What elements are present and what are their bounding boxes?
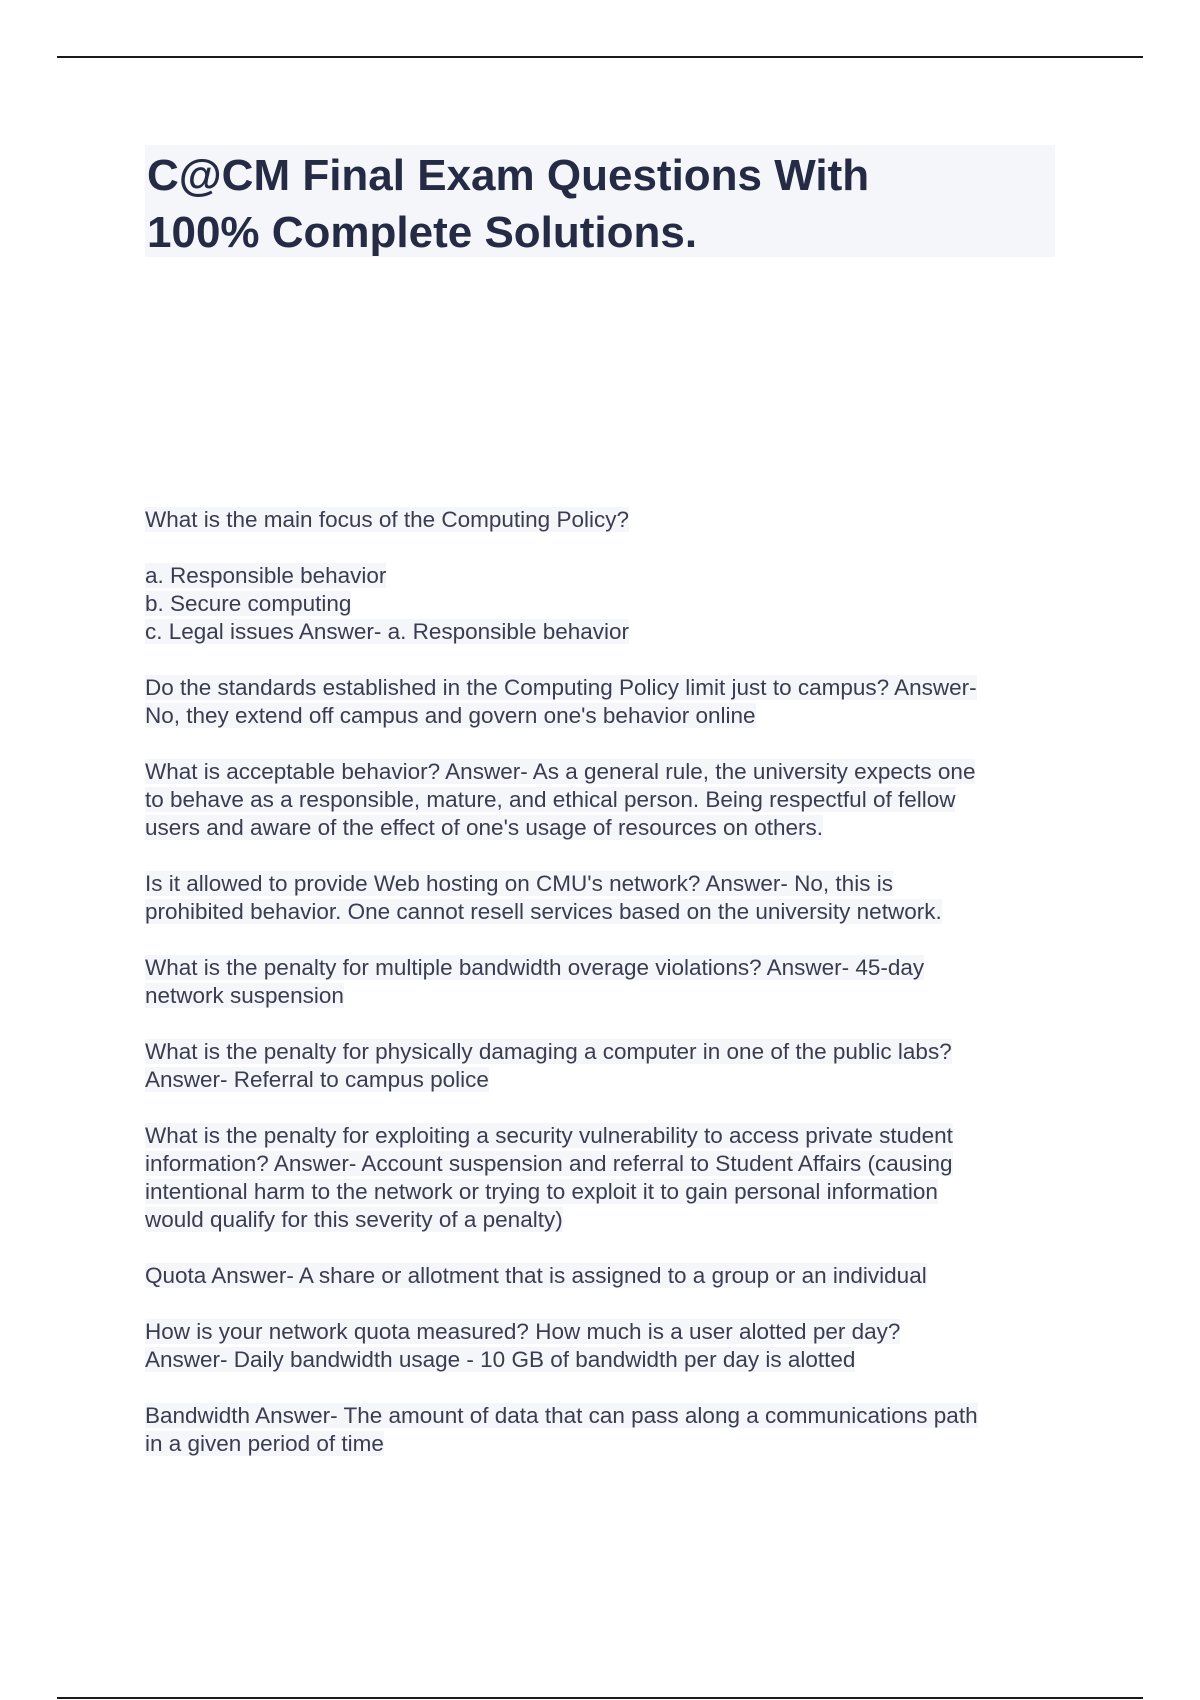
document-title — [145, 145, 1055, 261]
text-line: c. Legal issues Answer- a. Responsible behavior — [145, 619, 630, 644]
paragraph — [145, 1262, 1075, 1290]
bottom-rule — [57, 1697, 1143, 1699]
text-line: What is the penalty for multiple bandwidth overage violations? Answer- 45-day — [145, 955, 925, 980]
text-line: Bandwidth Answer- The amount of data that can pass along a communications path — [145, 1403, 978, 1428]
paragraph — [145, 674, 1075, 730]
text-line: How is your network quota measured? How much is a user alotted per day? — [145, 1319, 901, 1344]
paragraph — [145, 562, 1075, 646]
text-line: users and aware of the effect of one's usage of resources on others. — [145, 815, 824, 840]
text-line: network suspension — [145, 983, 344, 1008]
text-line: in a given period of time — [145, 1431, 384, 1456]
paragraph — [145, 1038, 1075, 1094]
text-line: What is the penalty for physically damaging a computer in one of the public labs? — [145, 1039, 952, 1064]
paragraph — [145, 1122, 1075, 1234]
paragraph — [145, 870, 1075, 926]
text-line: What is the penalty for exploiting a security vulnerability to access private student — [145, 1123, 953, 1148]
text-line: Answer- Daily bandwidth usage - 10 GB of bandwidth per day is alotted — [145, 1347, 856, 1372]
text-line: b. Secure computing — [145, 591, 352, 616]
text-line: No, they extend off campus and govern one's behavior online — [145, 703, 756, 728]
paragraph — [145, 1318, 1075, 1374]
text-line: prohibited behavior. One cannot resell services based on the university network. — [145, 899, 942, 924]
document-body — [145, 506, 1075, 1486]
text-line: to behave as a responsible, mature, and ethical person. Being respectful of fellow — [145, 787, 956, 812]
text-line: intentional harm to the network or trying to exploit it to gain personal information — [145, 1179, 938, 1204]
paragraph — [145, 1402, 1075, 1458]
top-rule — [57, 56, 1143, 58]
text-line: a. Responsible behavior — [145, 563, 387, 588]
text-line: would qualify for this severity of a penalty) — [145, 1207, 563, 1232]
text-line: Quota Answer- A share or allotment that is assigned to a group or an individual — [145, 1263, 927, 1288]
title-block — [145, 145, 1055, 257]
title-line: 100% Complete Solutions. — [147, 208, 698, 257]
text-line: What is the main focus of the Computing Policy? — [145, 507, 629, 532]
paragraph — [145, 954, 1075, 1010]
text-line: Is it allowed to provide Web hosting on CMU's network? Answer- No, this is — [145, 871, 893, 896]
paragraph — [145, 758, 1075, 842]
paragraph — [145, 506, 1075, 534]
text-line: Do the standards established in the Computing Policy limit just to campus? Answer- — [145, 675, 977, 700]
text-line: Answer- Referral to campus police — [145, 1067, 489, 1092]
text-line: information? Answer- Account suspension and referral to Student Affairs (causing — [145, 1151, 953, 1176]
text-line: What is acceptable behavior? Answer- As a general rule, the university expects one — [145, 759, 976, 784]
title-line: C@CM Final Exam Questions With — [147, 151, 870, 200]
